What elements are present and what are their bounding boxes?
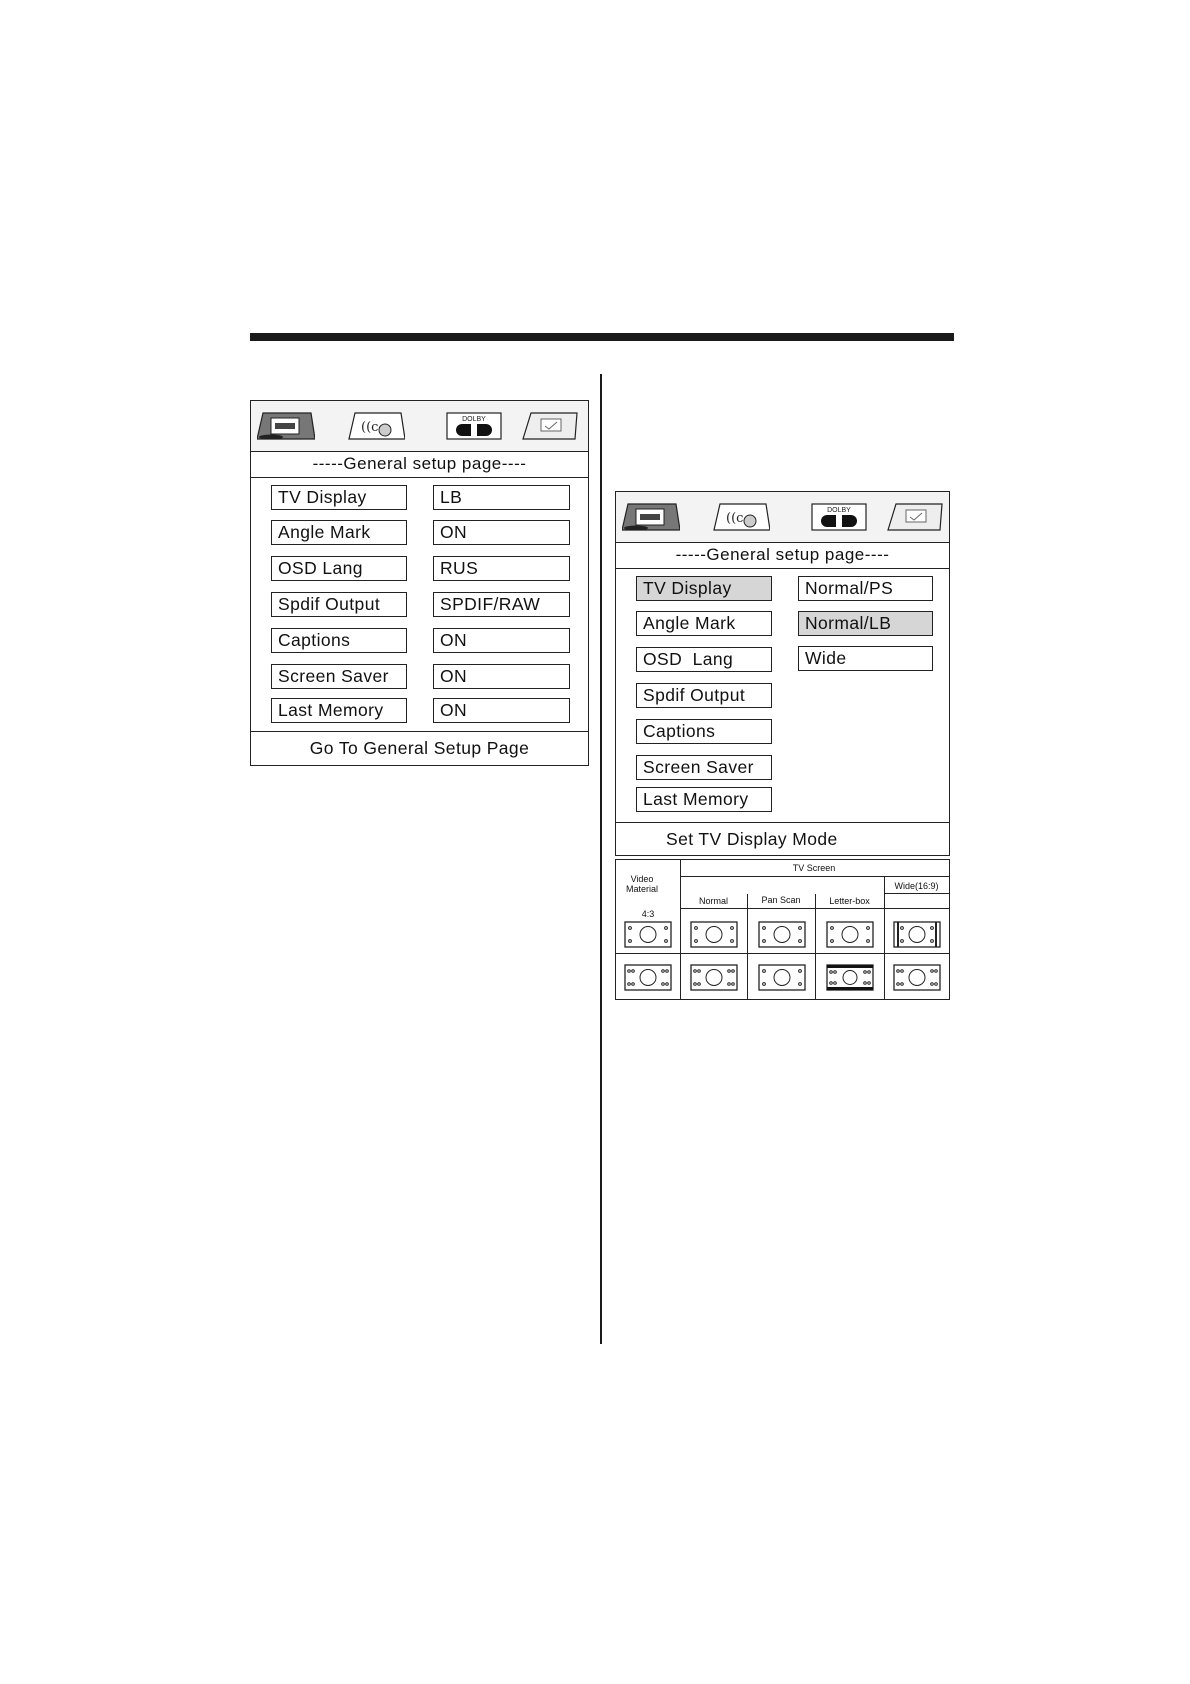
column-wide: Wide(16:9) bbox=[894, 881, 939, 891]
column-normal: Normal bbox=[698, 896, 728, 906]
setup-tabs bbox=[616, 492, 949, 543]
header-rule bbox=[250, 333, 954, 341]
column-letter-box: Letter-box bbox=[829, 896, 870, 906]
menu-item-spdif-output[interactable]: Spdif Output bbox=[636, 683, 772, 708]
menu-item-captions[interactable]: Captions bbox=[636, 719, 772, 744]
menu-item-screen-saver[interactable]: Screen Saver bbox=[271, 664, 407, 689]
menu-item-osd-lang[interactable]: OSD Lang bbox=[271, 556, 407, 581]
menu-item-captions[interactable]: Captions bbox=[271, 628, 407, 653]
tv-display-table bbox=[615, 859, 950, 1000]
screen-16-9-wide-icon bbox=[893, 964, 941, 991]
screen-4-3-pan-scan-icon bbox=[758, 921, 806, 948]
column-pan-scan: Pan Scan bbox=[761, 895, 801, 905]
svg-text:((c: ((c bbox=[361, 420, 379, 435]
dolby-label: DOLBY bbox=[827, 507, 851, 514]
option-wide[interactable]: Wide bbox=[798, 646, 933, 671]
value-osd-lang[interactable]: RUS bbox=[433, 556, 570, 581]
menu-item-tv-display[interactable]: TV Display bbox=[636, 576, 772, 601]
menu-item-last-memory[interactable]: Last Memory bbox=[271, 698, 407, 723]
value-tv-display[interactable]: LB bbox=[433, 485, 570, 510]
screen-4-3-wide-icon bbox=[893, 921, 941, 948]
menu-item-tv-display[interactable]: TV Display bbox=[271, 485, 407, 510]
menu-item-spdif-output[interactable]: Spdif Output bbox=[271, 592, 407, 617]
dolby-icon[interactable] bbox=[810, 502, 868, 532]
general-setup-panel-right bbox=[615, 491, 950, 856]
menu-item-angle-mark[interactable]: Angle Mark bbox=[271, 520, 407, 545]
panel-footer: Set TV Display Mode bbox=[616, 822, 949, 855]
row-label-4-3: 4:3 bbox=[641, 909, 655, 919]
page-title: -----General setup page---- bbox=[251, 451, 588, 478]
value-angle-mark[interactable]: ON bbox=[433, 520, 570, 545]
menu-item-osd-lang[interactable]: OSD Lang bbox=[636, 647, 772, 672]
panel-footer: Go To General Setup Page bbox=[251, 731, 588, 765]
speaker-audio-icon[interactable] bbox=[347, 411, 405, 441]
value-spdif-output[interactable]: SPDIF/RAW bbox=[433, 592, 570, 617]
screen-4-3-letter-box-icon bbox=[826, 921, 874, 948]
svg-text:((c: ((c bbox=[726, 511, 744, 526]
screen-16-9-letter-box-icon bbox=[826, 964, 874, 991]
general-setup-icon[interactable] bbox=[257, 411, 315, 441]
screen-16-9-normal-icon bbox=[690, 964, 738, 991]
screen-16-9-source-icon bbox=[624, 964, 672, 991]
setup-tabs bbox=[251, 401, 588, 452]
page-title: -----General setup page---- bbox=[616, 542, 949, 569]
screen-16-9-pan-scan-icon bbox=[758, 964, 806, 991]
speaker-audio-icon[interactable] bbox=[712, 502, 770, 532]
menu-item-screen-saver[interactable]: Screen Saver bbox=[636, 755, 772, 780]
screen-4-3-source-icon bbox=[624, 921, 672, 948]
preferences-icon[interactable] bbox=[521, 411, 579, 441]
preferences-icon[interactable] bbox=[886, 502, 944, 532]
dolby-icon[interactable] bbox=[445, 411, 503, 441]
menu-item-last-memory[interactable]: Last Memory bbox=[636, 787, 772, 812]
value-screen-saver[interactable]: ON bbox=[433, 664, 570, 689]
value-last-memory[interactable]: ON bbox=[433, 698, 570, 723]
general-setup-panel-left bbox=[250, 400, 589, 766]
option-normal-ps[interactable]: Normal/PS bbox=[798, 576, 933, 601]
column-divider bbox=[600, 374, 602, 1344]
general-setup-icon[interactable] bbox=[622, 502, 680, 532]
option-normal-lb[interactable]: Normal/LB bbox=[798, 611, 933, 636]
screen-4-3-normal-icon bbox=[690, 921, 738, 948]
value-captions[interactable]: ON bbox=[433, 628, 570, 653]
dolby-label: DOLBY bbox=[462, 416, 486, 423]
menu-item-angle-mark[interactable]: Angle Mark bbox=[636, 611, 772, 636]
tv-screen-header: TV Screen bbox=[792, 863, 836, 873]
video-material-header: Video Material bbox=[625, 874, 658, 894]
